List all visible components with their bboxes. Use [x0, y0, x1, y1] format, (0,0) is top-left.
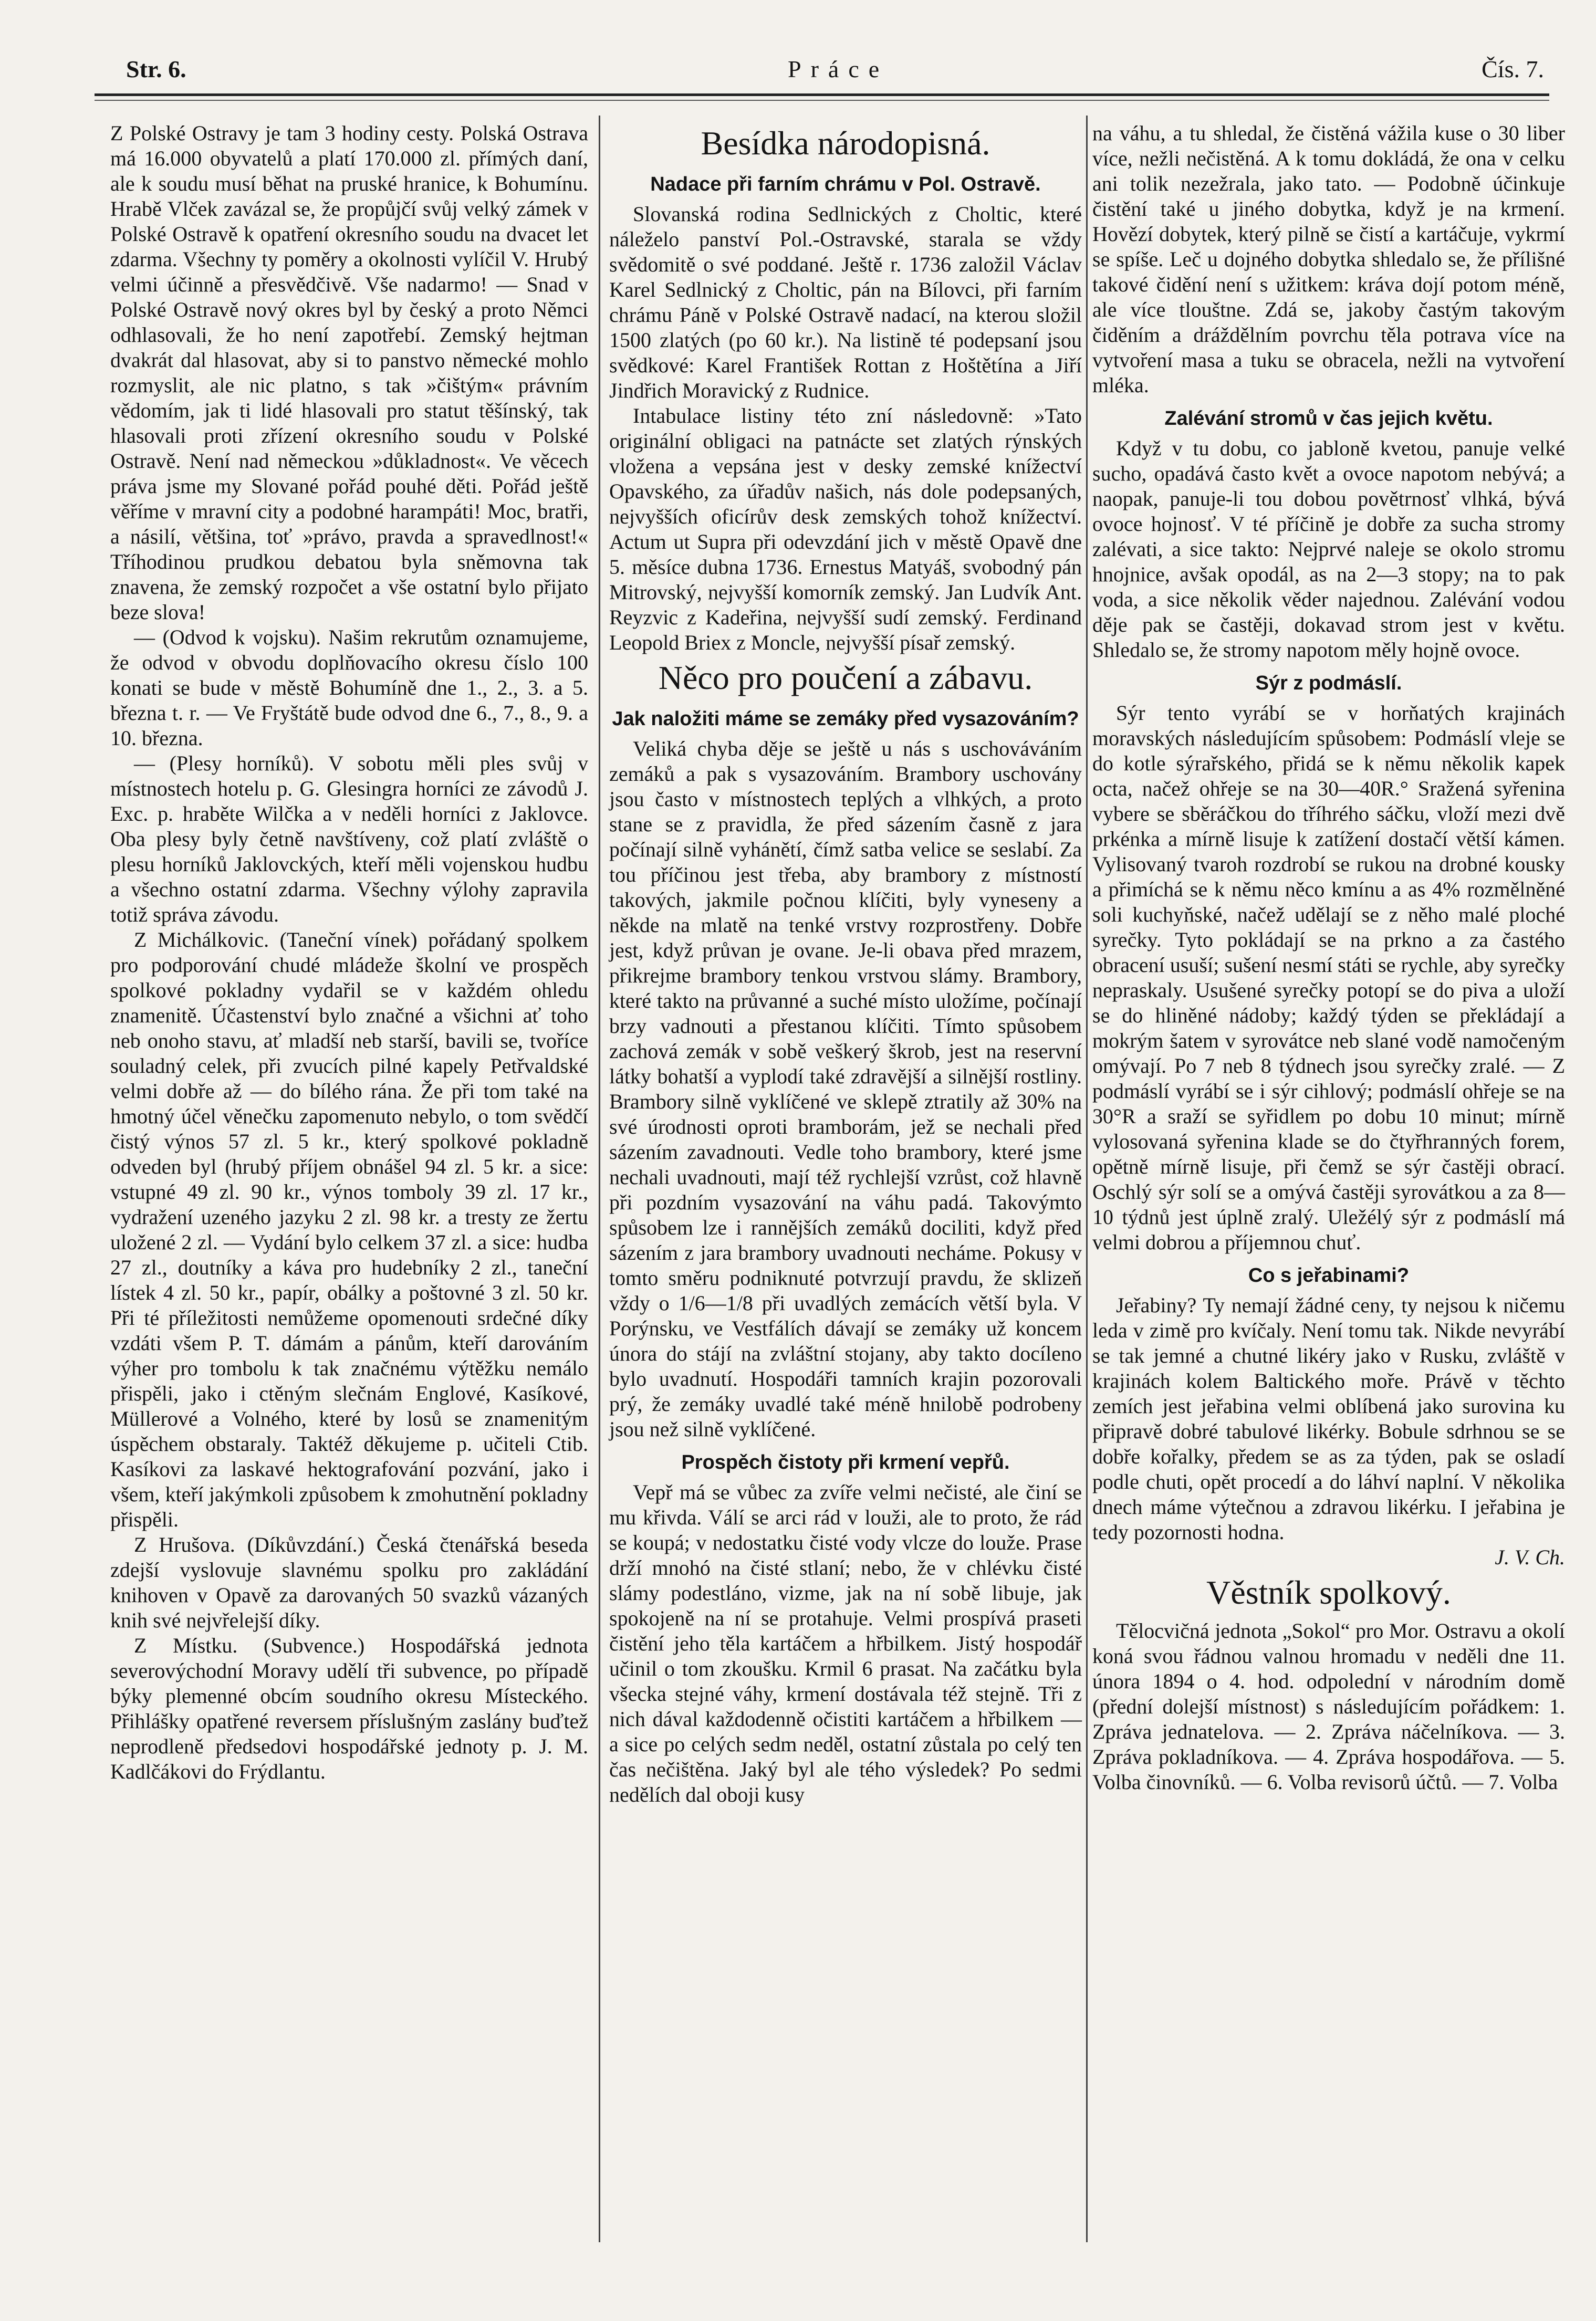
article-paragraph: Z Hrušova. (Díkůvzdání.) Česká čtenářská beseda zdejší vyslovuje slavnému spolku pro zakládání knihoven v Opavě za darovaných 50 svazků vázaných knih své nejvřelejší díky.	[110, 1533, 588, 1632]
header-rule	[95, 93, 1549, 96]
article-paragraph: Tělocvičná jednota „Sokol“ pro Mor. Ostravu a okolí koná svou řádnou valnou hromadu v neděli dne 11. února 1894 o 4. hod. odpolední v národním domě (přední dolejší místnost) s následujícím pořádkem: 1. Zpráva jednatelova. — 2. Zpráva náčelníkova. — 3. Zpráva pokladníkova. — 4. Zpráva hospodářova. — 5. Volba činovníků. — 6. Volba revisorů účtů. — 7. Volba	[1092, 1619, 1565, 1794]
article-heading: Prospěch čistoty při krmení vepřů.	[681, 1451, 1010, 1473]
article-paragraph: Veliká chyba děje se ještě u nás s uschováváním zemáků a pak s vysazováním. Brambory uschovány jsou často v místnostech teplých a vlhkých, a proto stane se z pravidla, že před sázením časně z jara počínají silně vyhánětí, čímž satba velice se seslabí. Za tou příčinou jest třeba, aby brambory z místností takových, jakmile počnou klíčiti, byly vyneseny a někde na mlatě na tenké vrstvy rozprostřeny. Dobře jest, když průvan je ovane. Je-li obava před mrazem, přikrejme brambory tenkou vrstvou slámy. Brambory, které takto na průvanné a suché místo uložíme, počínají brzy vadnouti a přestanou klíčiti. Tímto spůsobem zachová zemák v sobě veškerý škrob, jest na reservní látky bohatší a vyplodí také zdravější a silnější rostliny. Brambory silně vyklíčené ve sklepě ztratily až 30% na své úrodnosti oproti bramborám, jež se nechali před sázením zavadnouti. Vedle toho brambory, které jsme nechali uvadnouti, mají též rychlejší vzrůst, což hlavně při pozdním vysazování na váhu padá. Takovýmto spůsobem lze i rannějších zemáků dociliti, když před sázením z jara brambory uvadnouti necháme. Pokusy v tomto směru podniknuté potvrzují pravdu, že sklizeň vždy o 1/6—1/8 při uvadlých zemácích větší byla. V Porýnsku, ve Vestfálích dávají se zemáky už koncem února do stájí na zvláštní stojany, aby takto docíleno bylo uvadnutí. Hospodáři tamních krajin pozorovali prý, že zemáky uvadlé také méně hnilobě podrobeny jsou než silně vyklíčené.	[609, 737, 1082, 1441]
article-paragraph: Jeřabiny? Ty nemají žádné ceny, ty nejsou k ničemu leda v zimě pro kvíčaly. Není tomu tak. Nikde nevyrábí se tak jemné a chutné likéry jako v Rusku, zvláště v krajinách kolem Baltického moře. Právě v těchto zemích jest jeřabina velmi oblíbená jako surovina ku připravě dobré tabulové likérky. Bobule sdrhnou se se dobře kořalky, předem se as za týden, pak se osladí podle chuti, opět procedí a do láhví naplní. V několika dnech máme výtečnou a zdravou likérku. I jeřabina je tedy pozornosti hodna.	[1092, 1293, 1565, 1544]
column-2	[609, 121, 1082, 1807]
newspaper-title: Práce	[788, 56, 889, 82]
article-paragraph: — (Plesy horníků). V sobotu měli ples svůj v místnostech hotelu p. G. Glesingra horníci ze závodů J. Exc. p. hraběte Wilčka a v neděli horníci z Jaklovce. Oba plesy byly četně navštíveny, což platí zvláště o plesu horníků Jaklovckých, kteří měli vojenskou hudbu a všechno ostatní zdarma. Všechny výlohy zapravila totiž správa závodu.	[110, 751, 588, 926]
article-heading: Sýr z podmáslí.	[1255, 672, 1402, 694]
article-heading: Co s jeřabinami?	[1248, 1264, 1410, 1287]
article-heading: Nadace při farním chrámu v Pol. Ostravě.	[650, 173, 1041, 195]
article-paragraph: Z Polské Ostravy je tam 3 hodiny cesty. Polská Ostrava má 16.000 obyvatelů a platí 170.000 zl. přímých daní, ale k soudu musí běhat na pruské hranice, k Bohumínu. Hrabě Vlček zavázal se, že propůjčí svůj velký zámek v Polské Ostravě k opatření okresního soudu na dvacet let zdarma. Všechny ty poměry a okolnosti vylíčil V. Hrubý velmi účinně a přesvědčivě. Vše nadarmo! — Snad v Polské Ostravě nový okres byl by český a proto Němci odhlasovali, že ho není zapotřebí. Zemský hejtman dvakrát dal hlasovat, aby si to panstvo německé mohlo rozmyslit, ale nic platno, s tak »čištým« právním vědomím, jak ti lidé hlasovali pro statut těšínský, tak hlasovali proti zřízení okresního soudu v Polské Ostravě. Není nad německou »důkladnost«. Ve věcech práva jsme my Slované pořád pouhé děti. Pořád ještě věříme v mravní city a podobné harampáti! Moc, bratři, a násilí, většina, toť »právo, pravda a spravedlnost!« Tříhodinou prudkou debatou byla sněmovna tak znavena, že zemský rozpočet a vše ostatní bylo přijato beze slova!	[110, 121, 588, 624]
article-paragraph: Z Místku. (Subvence.) Hospodářská jednota severovýchodní Moravy udělí tři subvence, po případě býky plemenné obcím soudního okresu Místeckého. Přihlášky opatřené reversem příslušným zaslány buďtež neprodleně předsedovi hospodářské jednoty p. J. M. Kadlčákovi do Frýdlantu.	[110, 1634, 588, 1783]
article-paragraph: Když v tu dobu, co jabloně kvetou, panuje velké sucho, opadává často květ a ovoce napotom nebývá; a naopak, panuje-li tou dobou povětrnosť vlhká, bývá ovoce hojnosť. V té příčině je dobře za sucha stromy zalévati, a sice takto: Nejprvé naleje se okolo stromu hnojnice, avšak opodál, as na 2—3 stopy; na to pak voda, a sice několik věder najednou. Zalévání vodou děje pak se častěji, dokavad strom jest v květu. Shledalo se, že stromy napotom měly hojně ovoce.	[1092, 436, 1565, 662]
page-number: Str. 6.	[126, 56, 186, 82]
article-paragraph: Z Michálkovic. (Taneční vínek) pořádaný spolkem pro podporování chudé mládeže školní ve prospěch spolkové pokladny vydařil se v každém ohledu znamenitě. Účastenství bylo značné a všichni ať toho neb onoho stavu, ať mladší neb starší, bavili se, tvoříce souladný celek, při zvucích pilné kapely Petřvaldské velmi dobře až — do bílého rána. Že při tom také na hmotný účel věnečku zapomenuto nebylo, o tom svědčí čistý výnos 57 zl. 5 kr., který spolkové pokladně odveden byl (hrubý příjem obnášel 94 zl. 5 kr. a sice: vstupné 49 zl. 90 kr., výnos tomboly 39 zl. 17 kr., vydražení uzeného jazyku 2 zl. 98 kr. a tresty ze žertu uložené 2 zl. — Vydání bylo celkem 37 zl. a sice: hudba 27 zl., doutníky a káva pro hudebníky 2 zl., taneční lístek 4 zl. 50 kr., papír, obálky a poštovné 3 zl. 50 kr. Při té příležitosti nemůžeme opomenouti srdečné díky vzdáti všem P. T. dámám a pánům, kteří darováním výher pro tombolu k tak značnému výtěžku nemálo přispěli, jako i ctěným slečnám Englové, Kasíkové, Müllerové a Volného, které by losů se znamenitým úspěchem obstaraly. Taktéž děkujeme p. učiteli Ctib. Kasíkovi za laskavé hektografování pozvání, jako i všem, kteří jakýmkoli způsobem k zmohutnění pokladny přispěli.	[110, 928, 588, 1531]
column-divider	[599, 116, 600, 2242]
column-divider	[1086, 116, 1088, 2242]
article-paragraph: — (Odvod k vojsku). Našim rekrutům oznamujeme, že odvod v obvodu doplňovacího okresu číslo 100 konati se bude v městě Bohumíně dne 1., 2., 3. a 5. března t. r. — Ve Fryštátě bude odvod dne 6., 7., 8., 9. a 10. března.	[110, 625, 588, 750]
article-paragraph: Slovanská rodina Sedlnických z Choltic, které náleželo panství Pol.-Ostravské, starala se vždy svědomitě o své poddané. Ještě r. 1736 založil Václav Karel Sedlnický z Choltic, pán na Bílovci, při farním chrámu Páně v Polské Ostravě nadací, na kterou složil 1500 zlatých (po 60 kr.). Na listině té podepsaní jsou svědkové: Karel František Rottan z Hoštětína a Jiří Jindřich Moravický z Rudnice.	[609, 202, 1082, 402]
section-title: Něco pro poučení a zábavu.	[658, 659, 1033, 696]
article-paragraph: Vepř má se vůbec za zvíře velmi nečisté, ale činí se mu křivda. Válí se arci rád v louži, ale to proto, že rád se koupá; v nedostatku čisté vody vlcze do louže. Prase drží mnohó na čisté stlaní; nebo, že v chlévku čisté slámy podestláno, vizme, jak na ní sobě libuje, jak spokojeně na ní se protahuje. Velmi prospívá praseti čistění jeho těla kartáčem a hřbilkem. Jistý hospodář učinil o tom zkoušku. Krmil 6 prasat. Na začátku byla všecka stejné váhy, krmení dostávala též stejně. Tři z nich dával každodenně očistiti kartáčem a hřbilkem — a sice po celých sedm neděl, ostatní zůstala po celý ten čas nečištěna. Jaký byl ale tého výsledek? Po sedmi nedělích dal oboji kusy	[609, 1480, 1082, 1806]
article-heading: Jak naložiti máme se zemáky před vysazováním?	[612, 708, 1079, 730]
article-paragraph: Intabulace listiny této zní následovně: »Tato originální obligaci na patnácte set zlatých rýnských vložena a vepsána jest v desky zemské knížectví Opavského, za úřadův našich, nás dole podepsaných, nejvyšších oficírův desk zemských tohož knížectví. Actum ut Supra při odevzdání jich v městě Opavě dne 5. měsíce dubna 1736. Ernestus Matyáš, svobodný pán Mitrovský, nejvyšší komorník zemský. Jan Ludvík Ant. Reyzvic z Kadeřina, nejvyšší sudí zemský. Ferdinand Leopold Briex z Moncle, nejvyšší písař zemský.	[609, 404, 1082, 654]
header-rule-thin	[95, 100, 1549, 101]
author-signature: J. V. Ch.	[1495, 1545, 1565, 1569]
column-1	[110, 121, 588, 1784]
section-title: Besídka národopisná.	[701, 124, 990, 162]
article-paragraph: na váhu, a tu shledal, že čistěná vážila kuse o 30 liber více, nežli nečistěná. A k tomu dokládá, že ona v celku ani tolik nezežrala, jako tato. — Podobně účinkuje čistění také u jiného dobytka, když je na krmení. Hovězí dobytek, který pilně se čistí a kartáčuje, vykrmí se spíše. Leč u dojného dobytka shledalo se, že přílišné takové čidění není s užitkem: kráva dojí potom méně, ale více tlouštne. Zdá se, jakoby častým takovým čiděním a dráždělním povrchu těla potrava více na vytvoření masa a tuku se obracela, nežli na vytvoření mléka.	[1092, 121, 1565, 397]
article-paragraph: Sýr tento vyrábí se v horňatých krajinách moravských následujícím spůsobem: Podmáslí vleje se do kotle sýrařského, přidá se k němu několik kapek octa, načež ohřeje se na 30—40R.° Sražená syřenina vybere se sběráčkou do tříhrého sáčku, vloží mezi dvě prkénka a mírně lisuje k zatížení dostačí větší kámen. Vylisovaný tvaroh rozdrobí se rukou na drobné kousky a přimíchá se k němu něco kmínu a as 4% rozmělněné soli kuchyňské, načež udělají se z něho malé ploché syrečky. Tyto pokládají se na prkno a za častého obracení usuší; sušení nesmí státi se rychle, aby syrečky nepraskaly. Usušené syrečky potopí se do piva a uloží se do hliněné nádoby; každý týden se překládají a mokrým šatem v syrovátce neb slané vodě namočeným omývají. Po 7 neb 8 týdnech jsou syrečky zralé. — Z podmáslí vyrábí se i sýr cihlový; podmáslí ohřeje se na 30°R a sraží se syřidlem po dobu 10 minut; mírně vylosovaná syřenina klade se do čtyřhranných forem, opětně mírně lisuje, při čemž se sýr častěji obrací. Oschlý sýr solí se a omývá častěji syrovátkou a za 8—10 týdnů jest úplně zralý. Uležélý sýr z podmáslí má velmi dobrou a příjemnou chuť.	[1092, 701, 1565, 1254]
section-title: Věstník spolkový.	[1206, 1574, 1451, 1611]
issue-number: Čís. 7.	[1482, 56, 1544, 82]
column-3	[1092, 121, 1565, 1795]
article-heading: Zalévání stromů v čas jejich květu.	[1164, 407, 1493, 430]
page-header	[126, 55, 1544, 97]
